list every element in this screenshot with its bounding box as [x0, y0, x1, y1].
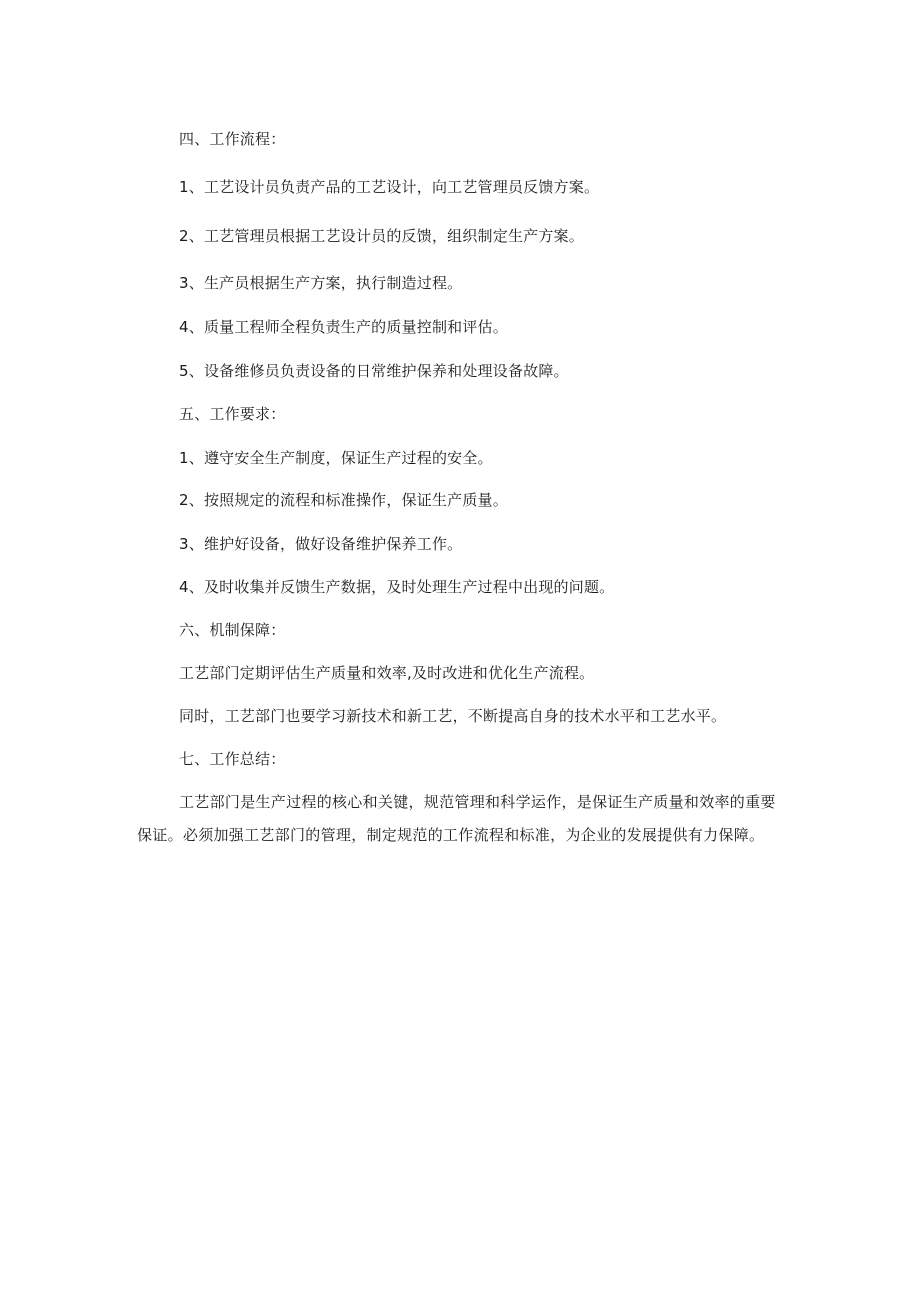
section-5-heading: 五、工作要求： — [179, 405, 286, 423]
section-5-item-2: 2、按照规定的流程和标准操作，保证生产质量。 — [179, 491, 508, 509]
section-4-heading: 四、工作流程： — [179, 130, 286, 148]
section-7-paragraph: 工艺部门是生产过程的核心和关键，规范管理和科学运作，是保证生产质量和效率的重要保证。必须加强工艺部门的管理，制定规范的工作流程和标准，为企业的发展提供有力保障。 — [137, 793, 776, 844]
section-5-item-4: 4、及时收集并反馈生产数据，及时处理生产过程中出现的问题。 — [179, 578, 615, 596]
section-5-item-1: 1、遵守安全生产制度，保证生产过程的安全。 — [179, 449, 493, 467]
section-5-item-3: 3、维护好设备，做好设备维护保养工作。 — [179, 535, 463, 553]
section-6-paragraph-2: 同时，工艺部门也要学习新技术和新工艺，不断提高自身的技术水平和工艺水平。 — [179, 707, 727, 725]
section-4-item-4: 4、质量工程师全程负责生产的质量控制和评估。 — [179, 318, 508, 336]
section-6-paragraph-1: 工艺部门定期评估生产质量和效率,及时改进和优化生产流程。 — [179, 664, 595, 682]
section-4-item-2: 2、工艺管理员根据工艺设计员的反馈，组织制定生产方案。 — [179, 227, 584, 245]
section-4-item-5: 5、设备维修员负责设备的日常维护保养和处理设备故障。 — [179, 362, 569, 380]
section-6-heading: 六、机制保障： — [179, 621, 286, 639]
section-7-heading: 七、工作总结： — [179, 750, 286, 768]
section-4-item-3: 3、生产员根据生产方案，执行制造过程。 — [179, 274, 463, 292]
section-4-item-1: 1、工艺设计员负责产品的工艺设计，向工艺管理员反馈方案。 — [179, 178, 600, 196]
